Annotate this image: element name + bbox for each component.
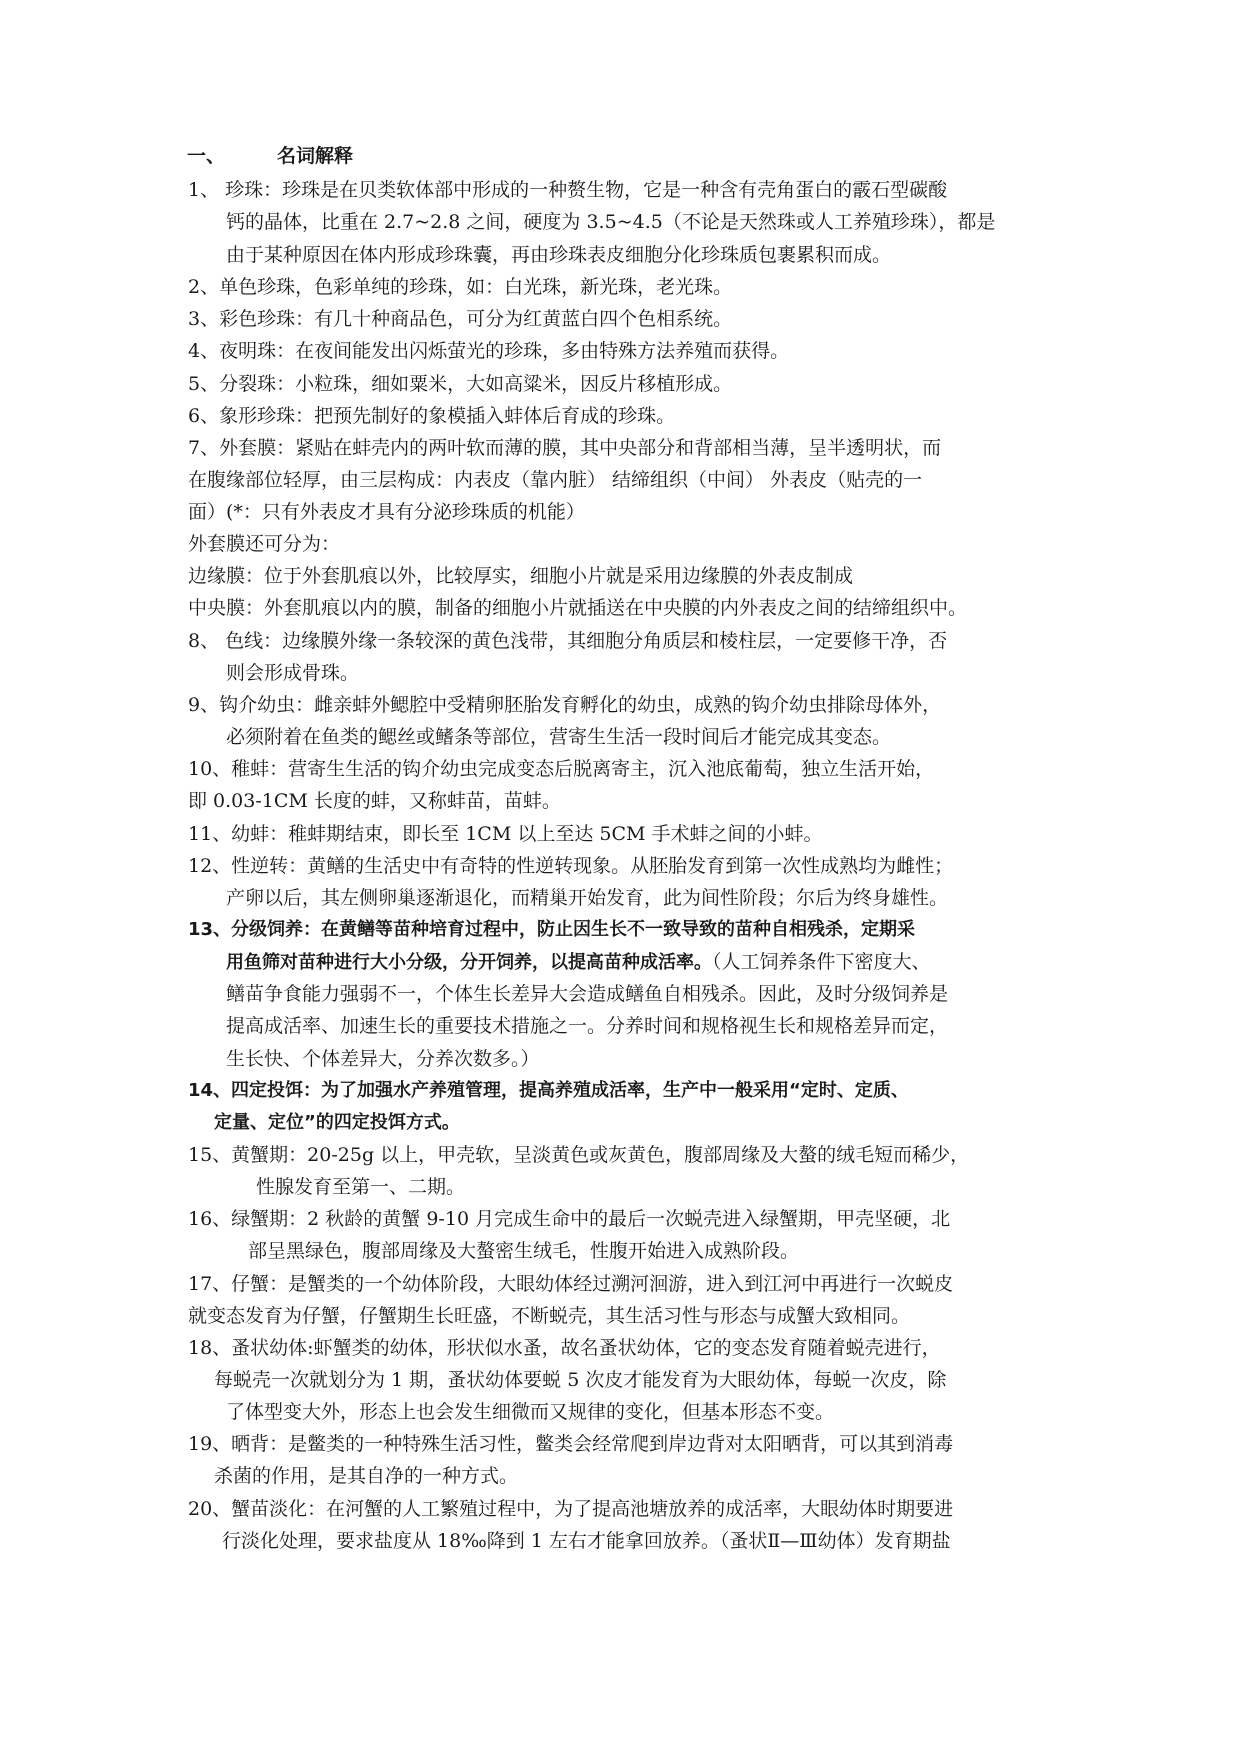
- text-line: [188, 560, 853, 592]
- text-line: [188, 335, 789, 367]
- text-line: [188, 1268, 953, 1300]
- text-line: [188, 753, 934, 785]
- text-line: [222, 1525, 951, 1557]
- line-text: 就变态发育为仔蟹，仔蟹期生长旺盛，不断蜕壳，其生活习性与形态与成蟹大致相同。: [188, 1305, 911, 1327]
- line-text: 行淡化处理，要求盐度从 18‰降到 1 左右才能拿回放养。（蚤状Ⅱ—Ⅲ幼体）发育期盐: [222, 1530, 951, 1552]
- section-title: 名词解释: [277, 145, 354, 167]
- text-line: [226, 206, 995, 238]
- text-line: [188, 464, 922, 496]
- line-text: 中央膜：外套肌痕以内的膜，制备的细胞小片就插送在中央膜的内外表皮之间的结缔组织中。: [188, 597, 968, 619]
- line-text: 4、夜明珠：在夜间能发出闪烁萤光的珍珠，多由特殊方法养殖而获得。: [188, 340, 790, 362]
- line-text: 13、分级饲养：在黄鳝等苗种培育过程中，防止因生长不一致导致的苗种自相残杀，定期采: [188, 919, 916, 940]
- line-text: 5、分裂珠：小粒珠，细如粟米，大如高粱米，因反片移植形成。: [188, 373, 733, 395]
- text-line: [188, 1428, 953, 1460]
- line-text: 10、稚蚌：营寄生生活的钩介幼虫完成变态后脱离寄主，沉入池底葡萄，独立生活开始，: [188, 758, 935, 780]
- line-text: 提高成活率、加速生长的重要技术措施之一。分养时间和规格视生长和规格差异而定，: [226, 1015, 949, 1037]
- line-text: 每蜕壳一次就划分为 1 期，蚤状幼体要蜕 5 次皮才能发育为大眼幼体，每蜕一次皮，除: [214, 1369, 947, 1391]
- text-line: [188, 850, 953, 882]
- line-text: 12、性逆转：黄鳝的生活史中有奇特的性逆转现象。从胚胎发育到第一次性成熟均为雌性；: [188, 855, 954, 877]
- text-line: [188, 432, 941, 464]
- line-text: 产卵以后，其左侧卵巢逐渐退化，而精巢开始发育，此为间性阶段；尔后为终身雄性。: [226, 887, 949, 909]
- text-line: [188, 303, 732, 335]
- text-line: [188, 689, 941, 721]
- text-line: [188, 368, 732, 400]
- line-text: 在腹缘部位轻厚，由三层构成：内表皮（靠内脏） 结缔组织（中间） 外表皮（贴壳的一: [188, 469, 923, 491]
- line-text: 用鱼筛对苗种进行大小分级，分开饲养，以提高苗种成活率。: [226, 952, 712, 973]
- text-line: [226, 882, 948, 914]
- line-text: 19、晒背：是鳖类的一种特殊生活习性，鳖类会经常爬到岸边背对太阳晒背，可以其到消毒: [188, 1433, 954, 1455]
- text-line: [188, 174, 947, 206]
- text-line: [188, 785, 561, 817]
- line-text: 20、蟹苗淡化：在河蟹的人工繁殖过程中，为了提高池塘放养的成活率，大眼幼体时期要进: [188, 1498, 954, 1520]
- line-text: 杀菌的作用，是其自净的一种方式。: [214, 1465, 519, 1487]
- line-text: 面）(*：只有外表皮才具有分泌珍珠质的机能）: [188, 501, 585, 523]
- line-text: 了体型变大外，形态上也会发生细微而又规律的变化，但基本形态不变。: [226, 1401, 835, 1423]
- line-text: 由于某种原因在体内形成珍珠囊，再由珍珠表皮细胞分化珍珠质包裹累积而成。: [226, 244, 892, 266]
- line-text: 8、 色线：边缘膜外缘一条较深的黄色浅带，其细胞分角质层和棱柱层，一定要修干净，否: [188, 630, 948, 652]
- text-line: [214, 1364, 946, 1396]
- line-text: 9、钩介幼虫：雌亲蚌外鳃腔中受精卵胚胎发育孵化的幼虫，成熟的钩介幼虫排除母体外，: [188, 694, 942, 716]
- section-number: 一、: [187, 145, 226, 167]
- line-text: 性腺发育至第一、二期。: [256, 1176, 466, 1198]
- line-text: 则会形成骨珠。: [226, 662, 360, 684]
- text-line: [226, 657, 359, 689]
- text-line: [188, 528, 340, 560]
- text-line: [256, 1171, 465, 1203]
- text-line: [188, 592, 967, 624]
- text-line: [226, 946, 931, 979]
- line-text: 定量、定位”的四定投饵方式。: [214, 1112, 460, 1133]
- line-text: 生长快、个体差异大，分养次数多。）: [226, 1048, 540, 1070]
- text-line: [226, 721, 891, 753]
- line-text: 3、彩色珍珠：有几十种商品色，可分为红黄蓝白四个色相系统。: [188, 308, 733, 330]
- text-line: [188, 271, 732, 303]
- line-text: 钙的晶体，比重在 2.7~2.8 之间，硬度为 3.5~4.5（不论是天然珠或人工养殖珍珠），都是: [226, 211, 996, 233]
- text-line: [188, 914, 915, 946]
- text-line: [188, 1203, 950, 1235]
- line-text: 7、外套膜：紧贴在蚌壳内的两叶软而薄的膜，其中央部分和背部相当薄，呈半透明状，而: [188, 437, 942, 459]
- line-text: 11、幼蚌：稚蚌期结束，即长至 1CM 以上至达 5CM 手术蚌之间的小蚌。: [188, 823, 823, 845]
- text-line: [188, 496, 585, 528]
- text-line: [248, 1235, 799, 1267]
- text-line: [188, 625, 947, 657]
- text-line: [188, 400, 675, 432]
- text-line: [226, 1010, 948, 1042]
- line-tail-text: （人工饲养条件下密度大、: [712, 951, 931, 973]
- line-text: 边缘膜：位于外套肌痕以外，比较厚实，细胞小片就是采用边缘膜的外表皮制成: [188, 565, 854, 587]
- text-line: [226, 239, 891, 271]
- text-line: [214, 1107, 460, 1139]
- line-text: 17、仔蟹：是蟹类的一个幼体阶段，大眼幼体经过溯河洄游，进入到江河中再进行一次蜕皮: [188, 1273, 954, 1295]
- line-text: 15、黄蟹期：20-25g 以上，甲壳软，呈淡黄色或灰黄色，腹部周缘及大螯的绒毛短而稀少，: [188, 1144, 970, 1166]
- line-text: 6、象形珍珠：把预先制好的象模插入蚌体后育成的珍珠。: [188, 405, 676, 427]
- line-text: 16、绿蟹期：2 秋龄的黄蟹 9-10 月完成生命中的最后一次蜕壳进入绿蟹期，甲壳坚硬，北: [188, 1208, 951, 1230]
- line-text: 2、单色珍珠，色彩单纯的珍珠，如：白光珠，新光珠，老光珠。: [188, 276, 733, 298]
- line-text: 外套膜还可分为：: [188, 533, 341, 555]
- line-text: 1、 珍珠：珍珠是在贝类软体部中形成的一种赘生物，它是一种含有壳角蛋白的霰石型碳酸: [188, 179, 948, 201]
- line-text: 即 0.03-1CM 长度的蚌，又称蚌苗，苗蚌。: [188, 790, 561, 812]
- line-text: 部呈黑绿色，腹部周缘及大螯密生绒毛，性腹开始进入成熟阶段。: [248, 1240, 800, 1262]
- text-line: [188, 1493, 953, 1525]
- text-line: [188, 1139, 969, 1171]
- text-line: [226, 1396, 834, 1428]
- text-line: [214, 1460, 518, 1492]
- text-line: [226, 978, 948, 1010]
- line-text: 鳝苗争食能力强弱不一，个体生长差异大会造成鳝鱼自相残杀。因此，及时分级饲养是: [226, 983, 949, 1005]
- line-text: 必须附着在鱼类的鳃丝或鳍条等部位，营寄生生活一段时间后才能完成其变态。: [226, 726, 892, 748]
- line-text: 14、四定投饵：为了加强水产养殖管理，提高养殖成活率，生产中一般采用“定时、定质、: [188, 1080, 909, 1101]
- text-line: [188, 818, 823, 850]
- text-line: [226, 1043, 540, 1075]
- text-line: [188, 1332, 941, 1364]
- text-line: [188, 1300, 910, 1332]
- text-line: [188, 1075, 909, 1107]
- line-text: 18、蚤状幼体:虾蟹类的幼体，形状似水蚤，故名蚤状幼体，它的变态发育随着蜕壳进行，: [188, 1337, 941, 1359]
